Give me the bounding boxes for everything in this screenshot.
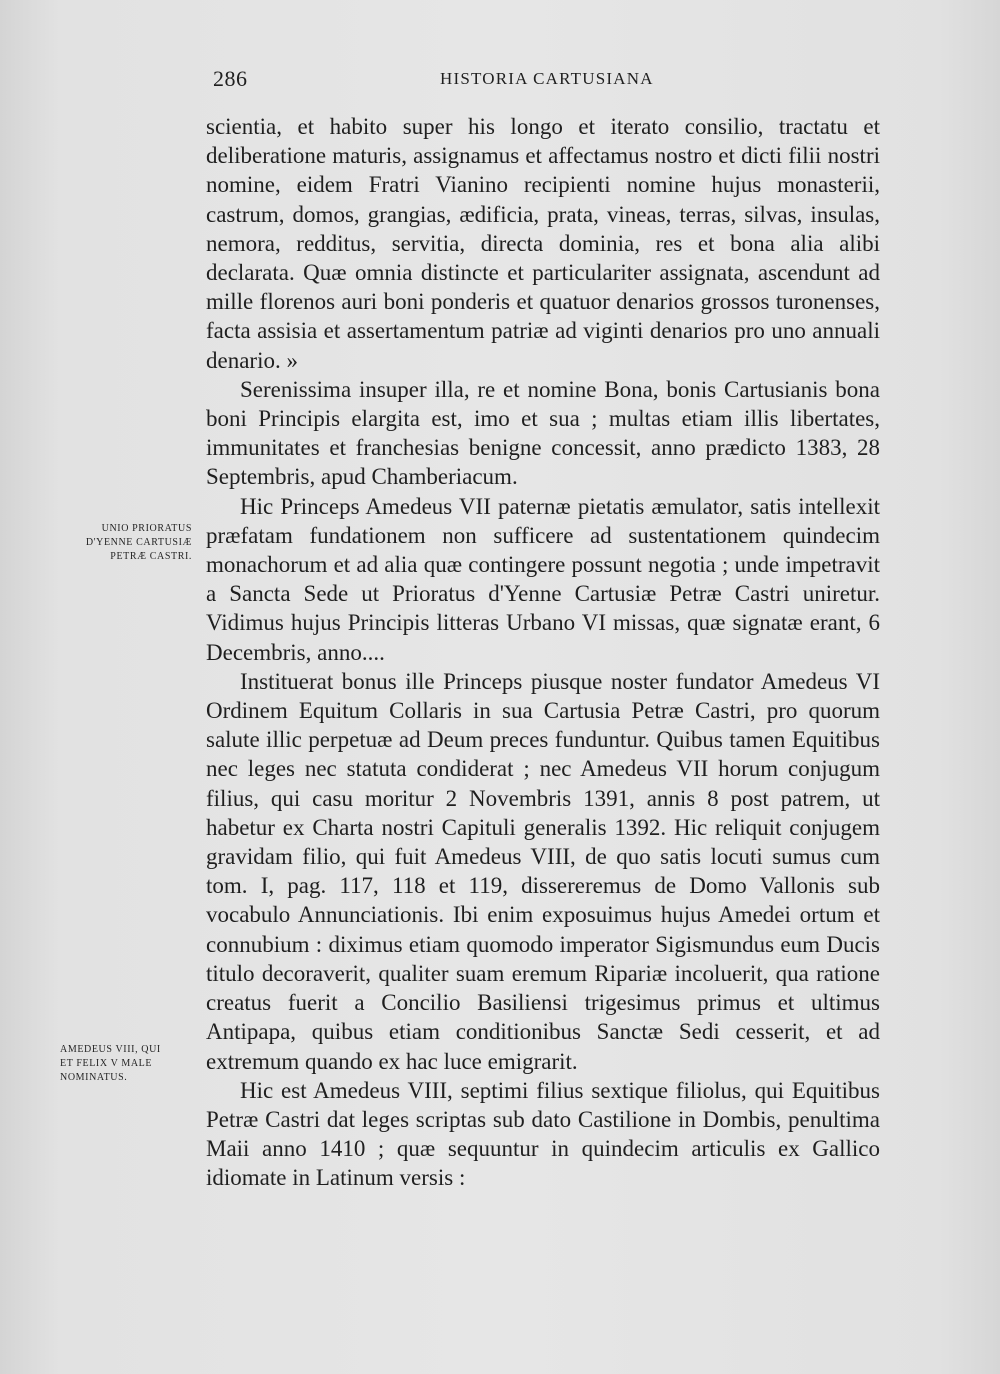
paragraph: Hic Princeps Amedeus VII paternæ pietatis æmulator, satis intellexit præfatam fundationem non sufficere ad sustentationem quindecim monachorum et ad alia quæ contingere possunt negotia ; unde impetravit a Sancta Sede ut Prioratus d'Yenne Cartusiæ Petræ Castri uniretur. Vidimus hujus Principis litteras Urbano VI missas, quæ signatæ erant, 6 Decembris, anno.... (206, 493, 880, 665)
running-head (213, 66, 878, 96)
margin-note-line: PETRÆ CASTRI. (110, 551, 192, 562)
paragraph: scientia, et habito super his longo et iterato consilio, tractatu et deliberatione maturis, assignamus et affectamus nostro et dicti filii nostri nomine, eidem Fratri Vianino recipienti nomine hujus monasterii, castrum, domos, grangias, ædificia, prata, vineas, terras, silvas, insulas, nemora, redditus, servitia, directa dominia, res et bona alia alibi declarata. Quæ omnia distincte et particulariter assignata, ascendunt ad mille florenos auri boni ponderis et quatuor denarios grossos turonenses, facta assisia et assertamentum patriæ ad viginti denarios pro uno annuali denario. » (206, 114, 880, 373)
body-text (206, 112, 880, 1193)
margin-note-unio-prioratus (60, 522, 192, 564)
paragraph: Hic est Amedeus VIII, septimi filius sextique filiolus, qui Equitibus Petræ Castri dat leges scriptas sub dato Castilione in Dombis, penultima Maii anno 1410 ; quæ sequuntur in quindecim articulis ex Gallico idiomate in Latinum versis : (206, 1077, 880, 1191)
paragraph: Serenissima insuper illa, re et nomine Bona, bonis Cartusianis bona boni Principis elargita est, imo et sua ; multas etiam illis libertates, immunitates et franchesias benigne concessit, anno prædicto 1383, 28 Septembris, apud Chamberiacum. (206, 376, 880, 490)
margin-note-line: D'YENNE CARTUSIÆ (85, 537, 192, 548)
margin-note-line: NOMINATUS. (60, 1072, 128, 1083)
margin-note-line: ET FELIX V MALE (60, 1058, 153, 1069)
margin-note-line: UNIO PRIORATUS (101, 523, 192, 534)
margin-note-amedeus-viii (60, 1043, 192, 1085)
running-title: HISTORIA CARTUSIANA (440, 69, 654, 88)
paragraph: Instituerat bonus ille Princeps piusque noster fundator Amedeus VI Ordinem Equitum Collaris in sua Cartusia Petræ Castri, pro quorum salute illic perpetuæ ad Deum preces funduntur. Quibus tamen Equitibus nec leges nec statuta condiderat ; nec Amedeus VII horum conjugum filius, qui casu moritur 2 Novembris 1391, annis 8 post patrem, ut habetur ex Charta nostri Capituli generalis 1392. Hic reliquit conjugem gravidam filio, qui fuit Amedeus VIII, de quo satis locuti sumus cum tom. I, pag. 117, 118 et 119, dissereremus de Domo Vallonis sub vocabulo Annunciationis. Ibi enim exposuimus hujus Amedei ortum et connubium : diximus etiam quomodo imperator Sigismundus eum Ducis titulo decoraverit, qualiter suam eremum Ripariæ incoluerit, qua ratione creatus fuerit a Concilio Basiliensi trigesimus primus et ultimus Antipapa, quibus etiam conditionibus Sanctæ Sedi cesserit, et ad extremum quando ex hac luce emigrarit. (206, 668, 880, 1074)
page-number: 286 (213, 66, 248, 91)
margin-note-line: AMEDEUS VIII, QUI (60, 1044, 161, 1055)
